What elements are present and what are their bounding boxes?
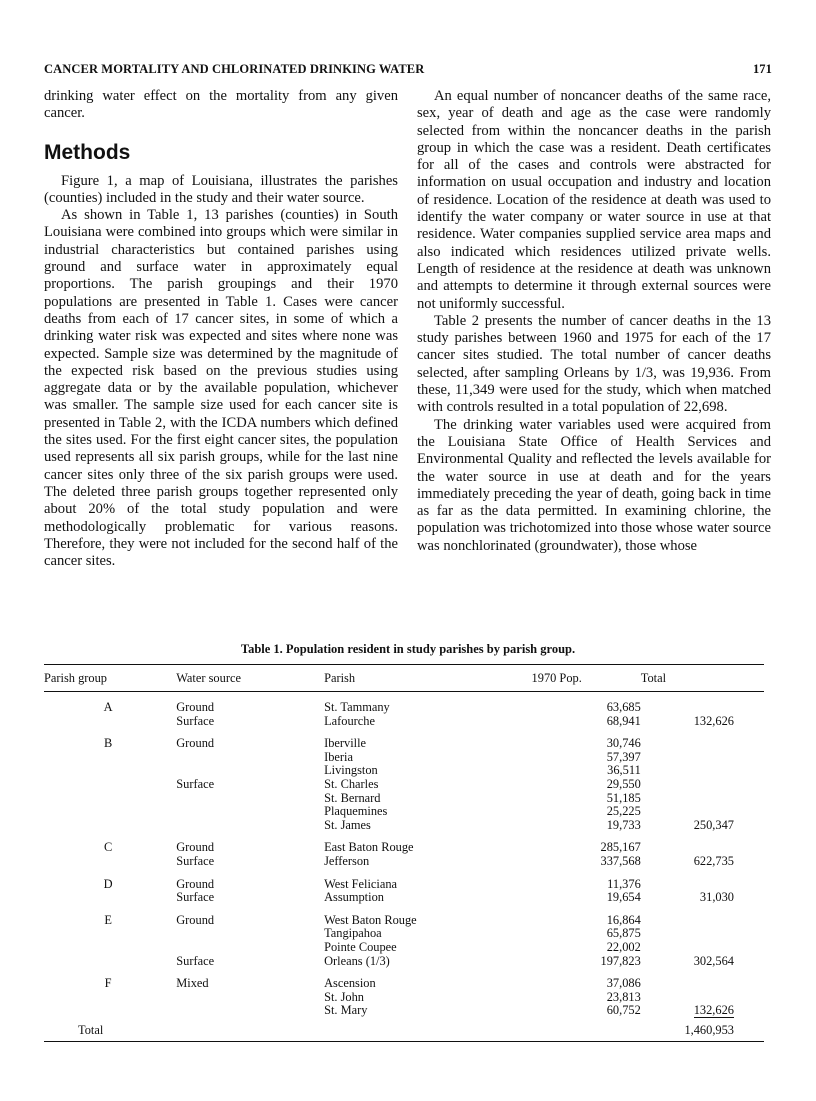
cell-population: 337,568 <box>600 853 641 868</box>
cell-population: 36,511 <box>607 763 641 778</box>
right-column <box>417 88 771 555</box>
cell-parish-group <box>44 764 172 778</box>
cell-population: 16,864 <box>606 912 641 927</box>
cell-population: 65,875 <box>606 926 641 941</box>
cell-water-source: Surface <box>176 713 215 728</box>
cell-group-total: 622,735 <box>693 853 734 868</box>
cell-group-total <box>641 869 764 892</box>
cell-water-source <box>172 751 324 765</box>
cell-parish-group: A <box>103 700 113 714</box>
cell-group-total <box>641 832 764 855</box>
grand-total: 1,460,953 <box>641 1018 764 1042</box>
cell-population: 60,752 <box>606 1003 641 1018</box>
left-column <box>44 88 398 570</box>
section-heading-methods: Methods <box>44 140 131 164</box>
cell-group-total: 31,030 <box>699 890 734 905</box>
cell-water-source: Surface <box>176 776 215 791</box>
cell-parish-group: E <box>104 912 112 927</box>
table-row <box>44 941 764 955</box>
cell-group-total <box>641 728 764 751</box>
cell-parish: Livingston <box>324 763 378 778</box>
table-row <box>44 1004 764 1018</box>
cell-water-source: Ground <box>176 912 215 927</box>
cell-parish-group <box>44 891 172 905</box>
cell-population: 11,376 <box>607 876 641 891</box>
population-table <box>44 664 764 1042</box>
table-row <box>44 869 764 892</box>
cell-parish: Tangipahoa <box>324 926 382 941</box>
cell-parish: Orleans (1/3) <box>324 953 390 968</box>
cell-group-total <box>641 968 764 991</box>
cell-water-source: Surface <box>176 853 215 868</box>
cell-parish: St. Charles <box>324 776 379 791</box>
cell-parish-group: C <box>103 840 113 855</box>
cell-group-total <box>641 941 764 955</box>
cell-parish: Iberville <box>324 736 367 751</box>
cell-population: 19,733 <box>606 817 641 832</box>
cell-group-total: 302,564 <box>693 953 734 968</box>
cell-population: 51,185 <box>606 790 641 805</box>
table-row <box>44 764 764 778</box>
cell-parish-group <box>44 855 172 869</box>
cell-population: 37,086 <box>606 976 641 991</box>
right-paragraph-3: The drinking water variables used were acquired from the Louisiana State Office of Health Services and Environmental Quality and reflected the levels available for the water source in use at death and for the years immediately preceding the year of death, going back in time as far as the data permitted. In examining chlorine, the population was trichotomized into those whose water source was nonchlorinated (groundwater), those whose <box>417 416 771 554</box>
cell-parish-group <box>44 751 172 765</box>
right-paragraph-1: An equal number of noncancer deaths of the same race, sex, year of death and age as the case were randomly selected from within the noncancer deaths in the parish group in which the case was a resident. Death certificates for all of the cases and controls were abstracted for information on usual occupation and industry and location of residence. Location of the residence at death was used to identify the water company or water source in use at that residence. Water companies supplied service area maps and also indicated which residences utilized private wells. Length of residence at the residence at death was unknown and attempts to determine it through external sources were not uniformly successful. <box>417 88 771 312</box>
cell-population: 30,746 <box>606 736 641 751</box>
table-body <box>44 692 764 1042</box>
continuation-paragraph: drinking water effect on the mortality from any given cancer. <box>44 88 398 122</box>
header-parish: Parish <box>324 665 531 692</box>
cell-group-total <box>641 927 764 941</box>
cell-water-source: Ground <box>176 840 215 855</box>
cell-water-source: Surface <box>176 890 215 905</box>
cell-group-total <box>641 764 764 778</box>
cell-water-source <box>172 991 324 1005</box>
cell-water-source <box>172 792 324 806</box>
methods-paragraph-1: Figure 1, a map of Louisiana, illustrates the parishes (counties) included in the study and their water source. <box>44 172 398 206</box>
empty-cell <box>324 1018 531 1042</box>
table-header-row <box>44 665 764 692</box>
cell-population: 63,685 <box>606 700 641 714</box>
cell-parish: St. John <box>324 989 364 1004</box>
cell-parish: Jefferson <box>324 853 370 868</box>
cell-group-total: 132,626 <box>693 713 734 728</box>
cell-population: 68,941 <box>606 713 641 728</box>
cell-parish-group: D <box>103 876 113 891</box>
empty-cell <box>532 1018 641 1042</box>
cell-water-source <box>172 805 324 819</box>
cell-population: 23,813 <box>606 989 641 1004</box>
cell-population: 197,823 <box>600 953 641 968</box>
cell-population: 19,654 <box>606 890 641 905</box>
table-row <box>44 927 764 941</box>
cell-water-source: Ground <box>176 700 215 714</box>
methods-paragraph-2: As shown in Table 1, 13 parishes (counties) in South Louisiana were combined into groups which were similar in industrial characteristics but contained parishes using ground and surface water in approximately equal proportions. The parish groupings and their 1970 populations are presented in Table 1. Cases were cancer deaths from each of 17 cancer sites, in some of which a drinking water risk was expected and sites where none was expected. Sample size was determined by the magnitude of the expected risk based on the previous studies using aggregate data or by the available population, whichever was smaller. The sample size used for each cancer site is presented in Table 2, with the ICDA numbers which defined the sites used. For the first eight cancer sites, the population used represents all six parish groups, while for the last nine cancer sites only three of the six parish groups were used. The deleted three parish groups together represented only about 20% of the total study population and were methodologically problematic for various reasons. Therefore, they were not included for the second half of the cancer sites. <box>44 207 398 570</box>
cell-parish: Assumption <box>324 890 384 905</box>
table-row <box>44 778 764 792</box>
cell-population: 29,550 <box>606 776 641 791</box>
cell-parish-group <box>44 927 172 941</box>
cell-population: 22,002 <box>606 939 641 954</box>
cell-group-total: 250,347 <box>693 817 734 832</box>
cell-group-total <box>641 792 764 806</box>
cell-group-total <box>641 778 764 792</box>
cell-parish-group <box>44 955 172 969</box>
table-row <box>44 819 764 833</box>
cell-population: 25,225 <box>606 804 641 819</box>
cell-group-total <box>641 751 764 765</box>
cell-group-total <box>641 905 764 928</box>
total-label: Total <box>44 1018 172 1042</box>
cell-parish-group <box>44 715 172 729</box>
cell-parish-group <box>44 805 172 819</box>
cell-parish-group <box>44 792 172 806</box>
table-row <box>44 751 764 765</box>
table-row <box>44 692 764 715</box>
cell-parish-group: F <box>104 976 112 991</box>
header-water-source: Water source <box>172 665 324 692</box>
cell-parish: St. Tammany <box>324 700 390 714</box>
cell-parish: Lafourche <box>324 713 375 728</box>
table-row <box>44 905 764 928</box>
table-row <box>44 991 764 1005</box>
cell-parish: Iberia <box>324 749 353 764</box>
cell-group-total <box>641 1004 764 1018</box>
running-head <box>44 62 772 82</box>
cell-parish: Plaquemines <box>324 804 388 819</box>
cell-water-source <box>172 927 324 941</box>
header-total: Total <box>641 665 764 692</box>
cell-parish-group <box>44 941 172 955</box>
cell-water-source <box>172 819 324 833</box>
table-row <box>44 728 764 751</box>
table-row <box>44 832 764 855</box>
empty-cell <box>172 1018 324 1042</box>
table-row <box>44 955 764 969</box>
cell-water-source <box>172 941 324 955</box>
cell-water-source: Ground <box>176 876 215 891</box>
cell-population: 285,167 <box>600 840 641 855</box>
table-caption: Table 1. Population resident in study parishes by parish group. <box>240 642 576 656</box>
table-row <box>44 792 764 806</box>
table-row <box>44 715 764 729</box>
table-row <box>44 968 764 991</box>
cell-parish-group <box>44 819 172 833</box>
cell-parish: St. Mary <box>324 1003 368 1018</box>
cell-population: 57,397 <box>606 749 641 764</box>
cell-parish: East Baton Rouge <box>324 840 414 855</box>
header-parish-group: Parish group <box>44 665 172 692</box>
table-row <box>44 891 764 905</box>
cell-group-total <box>641 692 764 715</box>
cell-parish-group <box>44 991 172 1005</box>
table-row <box>44 805 764 819</box>
cell-parish-group <box>44 1004 172 1018</box>
cell-parish-group: B <box>103 736 113 751</box>
header-1970-pop: 1970 Pop. <box>532 665 641 692</box>
cell-water-source: Mixed <box>176 976 209 991</box>
cell-group-total <box>641 991 764 1005</box>
cell-water-source <box>172 764 324 778</box>
underlined-subtotal: 132,626 <box>693 1003 734 1018</box>
table-row <box>44 855 764 869</box>
running-head-title: CANCER MORTALITY AND CHLORINATED DRINKING WATER <box>44 62 425 76</box>
cell-parish: West Baton Rouge <box>324 912 417 927</box>
cell-water-source: Ground <box>176 736 215 751</box>
cell-parish: Pointe Coupee <box>324 939 397 954</box>
cell-group-total <box>641 805 764 819</box>
cell-water-source <box>172 1004 324 1018</box>
cell-parish-group <box>44 778 172 792</box>
cell-parish: Ascension <box>324 976 376 991</box>
cell-parish: St. Bernard <box>324 790 381 805</box>
table-total-row <box>44 1018 764 1042</box>
right-paragraph-2: Table 2 presents the number of cancer deaths in the 13 study parishes between 1960 and 1975 for each of the 17 cancer sites studied. The total number of cancer deaths selected, after sampling Orleans by 1/3, was 19,936. From these, 11,349 were used for the study, which when matched with controls resulted in a total population of 22,698. <box>417 312 771 416</box>
cell-water-source: Surface <box>176 953 215 968</box>
page-number: 171 <box>752 62 772 76</box>
cell-parish: St. James <box>324 817 371 832</box>
cell-parish: West Feliciana <box>324 876 398 891</box>
